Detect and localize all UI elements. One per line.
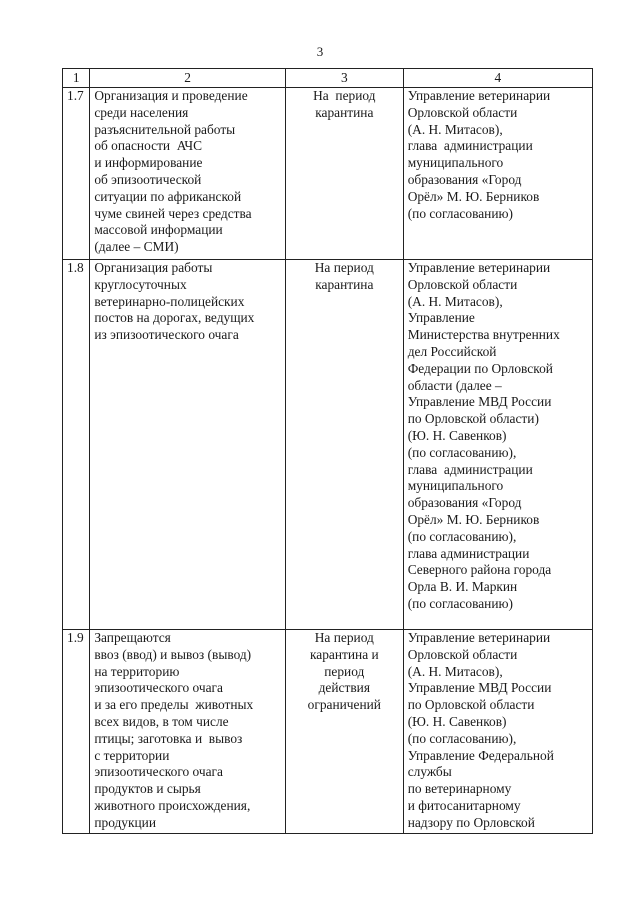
- action-line: продукции: [94, 814, 157, 830]
- action-line: эпизоотического очага: [94, 764, 223, 780]
- action-line: чуме свиней через средства: [94, 205, 252, 221]
- responsible-line: Орла В. И. Маркин: [407, 579, 518, 595]
- table-row: [63, 630, 593, 834]
- responsible-line: Министерства внутренних: [407, 327, 560, 343]
- action-line: Организация и проведение: [94, 88, 248, 103]
- responsible-line: Управление Федеральной: [407, 747, 554, 763]
- responsible-line: муниципального: [407, 478, 504, 494]
- action-line: ветеринарно-полицейских: [94, 293, 245, 309]
- header-col-1: 1: [63, 69, 90, 88]
- row-number: 1.7: [63, 88, 90, 260]
- action-line: на территорию: [94, 663, 180, 679]
- action-line: массовой информации: [94, 222, 223, 238]
- responsible-cell: [403, 630, 592, 834]
- responsible-line: Северного района города: [407, 562, 552, 578]
- period-line: карантина и: [309, 646, 379, 662]
- responsible-line: по Орловской области: [407, 697, 535, 713]
- responsible-line: муниципального: [407, 155, 504, 171]
- table-header: [63, 69, 593, 88]
- table-body: [63, 88, 593, 834]
- responsible-line: по Орловской области): [407, 411, 539, 427]
- action-line: об опасности АЧС: [94, 138, 203, 154]
- action-line: и за его пределы животных: [94, 697, 254, 713]
- action-line: продуктов и сырья: [94, 781, 201, 797]
- responsible-line: (А. Н. Митасов),: [407, 293, 503, 309]
- action-line: животного происхождения,: [94, 797, 251, 813]
- period-line: действия: [318, 680, 370, 696]
- responsible-line: Управление ветеринарии: [407, 630, 551, 645]
- period-cell: [285, 630, 403, 834]
- responsible-line: Управление МВД России: [407, 680, 552, 696]
- responsible-line: (Ю. Н. Савенков): [407, 713, 507, 729]
- action-line: Организация работы: [94, 260, 213, 275]
- period-line: На период: [313, 88, 376, 103]
- responsible-line: образования «Город: [407, 495, 522, 511]
- responsible-line: Управление ветеринарии: [407, 260, 551, 275]
- period-line: карантина: [315, 104, 374, 120]
- action-line: среди населения: [94, 104, 189, 120]
- row-number: 1.8: [63, 260, 90, 630]
- responsible-cell: [403, 260, 592, 630]
- responsible-line: по ветеринарному: [407, 781, 512, 797]
- row-number: 1.9: [63, 630, 90, 834]
- action-line: птицы; заготовка и вывоз: [94, 730, 243, 746]
- period-cell: [285, 88, 403, 260]
- responsible-line: Орёл» М. Ю. Берников: [407, 511, 540, 527]
- responsible-line: образования «Город: [407, 171, 522, 187]
- period-cell: [285, 260, 403, 630]
- period-line: период: [324, 663, 365, 679]
- period-line: На период: [314, 630, 374, 645]
- responsible-line: области (далее –: [407, 377, 502, 393]
- period-line: карантина: [315, 276, 374, 292]
- responsible-line: Орловской области: [407, 276, 518, 292]
- responsible-line: Управление: [407, 310, 475, 326]
- period-line: ограничений: [307, 697, 381, 713]
- responsible-line: (по согласованию),: [407, 730, 517, 746]
- page-number: 3: [316, 44, 324, 59]
- table-row: [63, 260, 593, 630]
- responsible-line: и фитосанитарному: [407, 797, 521, 813]
- responsible-line: (по согласованию),: [407, 528, 517, 544]
- responsible-line: (А. Н. Митасов),: [407, 121, 503, 137]
- period-line: На период: [314, 260, 374, 275]
- responsible-line: (по согласованию): [407, 595, 513, 611]
- action-line: (далее – СМИ): [94, 239, 179, 255]
- action-line: ввоз (ввод) и вывоз (вывод): [94, 646, 252, 662]
- responsible-line: Орловской области: [407, 646, 518, 662]
- action-line: всех видов, в том числе: [94, 713, 229, 729]
- header-col-2: 2: [90, 69, 286, 88]
- responsible-line: Орловской области: [407, 104, 518, 120]
- responsible-line: глава администрации: [407, 545, 530, 561]
- measures-table: [62, 68, 593, 834]
- responsible-line: (по согласованию),: [407, 444, 517, 460]
- action-line: эпизоотического очага: [94, 680, 223, 696]
- responsible-line: службы: [407, 764, 452, 780]
- action-line: Запрещаются: [94, 630, 171, 645]
- action-cell: [90, 88, 286, 260]
- responsible-cell: [403, 88, 592, 260]
- action-line: круглосуточных: [94, 276, 187, 292]
- action-cell: [90, 260, 286, 630]
- responsible-line: Управление ветеринарии: [407, 88, 551, 103]
- responsible-line: глава администрации: [407, 461, 533, 477]
- responsible-line: надзору по Орловской: [407, 814, 535, 830]
- header-col-4: 4: [403, 69, 592, 88]
- action-line: постов на дорогах, ведущих: [94, 310, 255, 326]
- responsible-line: дел Российской: [407, 343, 497, 359]
- action-line: с территории: [94, 747, 170, 763]
- responsible-line: (А. Н. Митасов),: [407, 663, 503, 679]
- action-line: и информирование: [94, 155, 203, 171]
- responsible-line: Управление МВД России: [407, 394, 552, 410]
- action-line: из эпизоотического очага: [94, 327, 239, 343]
- table-row: [63, 88, 593, 260]
- responsible-line: Орёл» М. Ю. Берников: [407, 188, 540, 204]
- action-line: об эпизоотической: [94, 171, 202, 187]
- responsible-line: Федерации по Орловской: [407, 360, 553, 376]
- responsible-line: (по согласованию): [407, 205, 513, 221]
- header-col-3: 3: [285, 69, 403, 88]
- action-cell: [90, 630, 286, 834]
- action-line: ситуации по африканской: [94, 188, 242, 204]
- responsible-line: (Ю. Н. Савенков): [407, 427, 507, 443]
- action-line: разъяснительной работы: [94, 121, 236, 137]
- responsible-line: глава администрации: [407, 138, 533, 154]
